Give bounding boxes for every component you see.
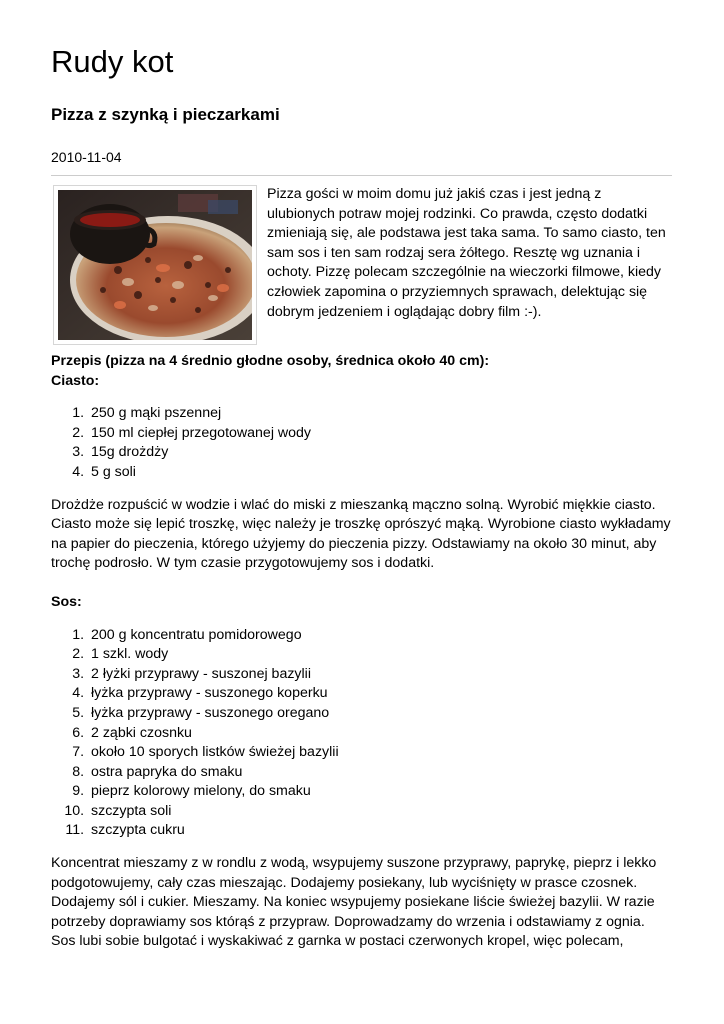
- post-title: Pizza z szynką i pieczarkami: [51, 105, 280, 124]
- dough-ingredients-list: [51, 404, 672, 482]
- list-item: 4. łyżka przyprawy - suszonego koperku: [88, 684, 672, 704]
- list-item: 1. 250 g mąki pszennej: [88, 404, 672, 424]
- dough-label: Ciasto:: [51, 372, 100, 389]
- site-title: Rudy kot: [51, 44, 174, 79]
- list-item: 7. około 10 sporych listków świeżej bazylii: [88, 743, 672, 763]
- list-item: 11. szczypta cukru: [88, 821, 672, 841]
- sauce-continuation: Sos lubi sobie bulgotać i wyskakiwać z garnka w postaci czerwonych kropel, więc polecam,: [51, 933, 624, 950]
- sauce-instructions: Koncentrat mieszamy z w rondlu z wodą, wsypujemy suszone przyprawy, paprykę, pieprz i lekko podgotowujemy, cały czas mieszając. Dodajemy posiekany, lub wyciśnięty w prasce czosnek. Dodajemy sól i cukier. Mieszamy. Na koniec wsypujemy posiekane liście świeżej bazylii. W razie potrzeby doprawiamy sos którąś z przypraw. Doprowadzamy do wrzenia i odstawiamy z ognia.: [51, 855, 657, 930]
- list-item: 9. pieprz kolorowy mielony, do smaku: [88, 782, 672, 802]
- recipe-heading: Przepis (pizza na 4 średnio głodne osoby, średnica około 40 cm):: [51, 353, 490, 369]
- pizza-image: [58, 190, 252, 340]
- list-item: 5. łyżka przyprawy - suszonego oregano: [88, 704, 672, 724]
- list-item: 1. 200 g koncentratu pomidorowego: [88, 626, 672, 646]
- list-item: 3. 2 łyżki przyprawy - suszonej bazylii: [88, 665, 672, 685]
- sauce-ingredients-list: [51, 626, 672, 842]
- dough-instructions: Drożdże rozpuścić w wodzie i wlać do miski z mieszanką mączno solną. Wyrobić miękkie ciasto. Ciasto może się lepić troszkę, więc należy je troszkę oprószyć mąką. Wyrobione ciasto wykładamy na papier do pieczenia, którego użyjemy do pieczenia pizzy. Odstawiamy na około 30 minut, aby trochę podrosło. W tym czasie przygotowujemy sos i dodatki.: [51, 496, 671, 572]
- pizza-photo: [53, 185, 257, 345]
- post-content: [51, 185, 672, 952]
- post-date: 2010-11-04: [51, 149, 122, 165]
- list-item: 3. 15g drożdży: [88, 443, 672, 463]
- list-item: 10. szczypta soli: [88, 802, 672, 822]
- divider: [51, 175, 672, 176]
- list-item: 8. ostra papryka do smaku: [88, 763, 672, 783]
- list-item: 4. 5 g soli: [88, 463, 672, 483]
- sauce-label: Sos:: [51, 593, 82, 610]
- list-item: 6. 2 ząbki czosnku: [88, 724, 672, 744]
- intro-paragraph: Pizza gości w moim domu już jakiś czas i jest jedną z ulubionych potraw mojej rodzinki. Co prawda, często dodatki zmieniają się, ale podstawa jest taka sama. To samo ciasto, ten sam sos i ten sam rodzaj sera żółtego. Resztę wg uznania i ochoty. Pizzę polecam szczególnie na wieczorki filmowe, kiedy człowiek zapomina o przyziemnych sprawach, delektując się dobrym jedzeniem i oglądając dobry film :-).: [267, 186, 666, 320]
- list-item: 2. 150 ml ciepłej przegotowanej wody: [88, 424, 672, 444]
- list-item: 2. 1 szkl. wody: [88, 645, 672, 665]
